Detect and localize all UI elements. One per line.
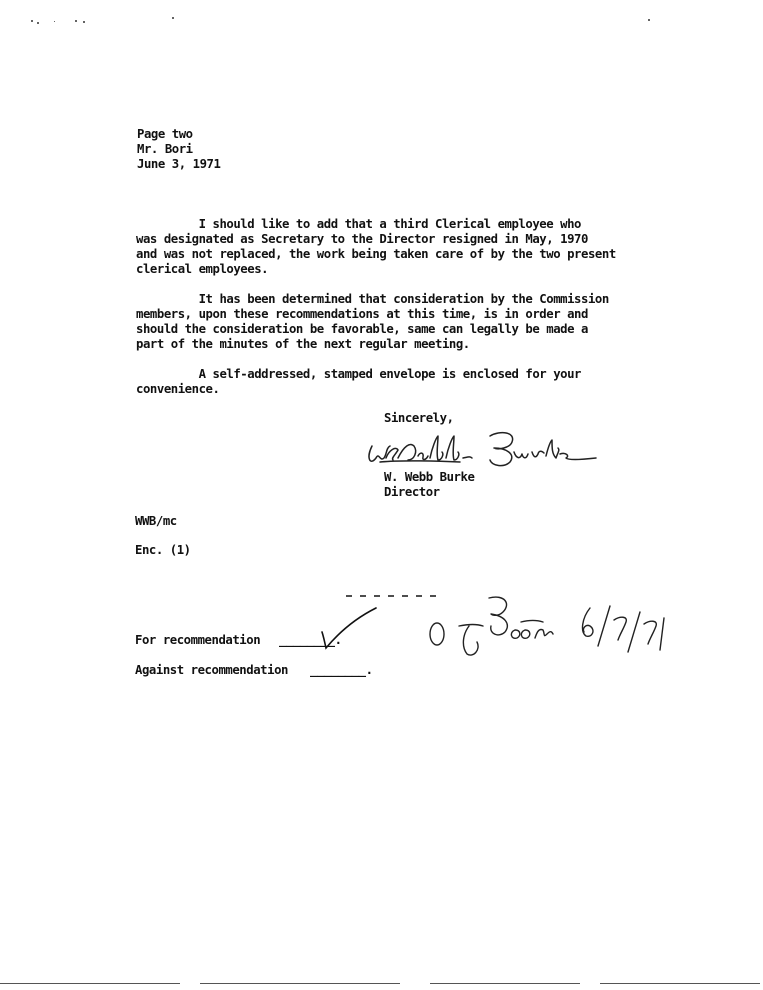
scan-edge-line [430, 983, 580, 984]
letter-date: June 3, 1971 [137, 157, 221, 171]
scan-edge-line [200, 983, 400, 984]
paragraph-line: It has been determined that consideration by the Commission [136, 292, 609, 306]
recipient-name: Mr. Bori [137, 142, 193, 156]
paragraph-1 [136, 217, 661, 277]
reference-initials: WWB/mc [135, 514, 177, 528]
paragraph-3 [136, 367, 661, 397]
scan-speck [54, 21, 55, 22]
scan-speck [83, 21, 85, 23]
paragraph-2 [136, 292, 661, 352]
enclosure-note: Enc. (1) [135, 543, 191, 557]
page-number: Page two [137, 127, 193, 141]
paragraph-line: clerical employees. [136, 262, 269, 276]
for-recommendation-blank: ________. [279, 633, 342, 647]
scan-speck [37, 22, 39, 24]
scan-speck [75, 20, 77, 22]
for-recommendation-label: For recommendation [135, 633, 261, 647]
handwritten-date [572, 604, 672, 664]
handwritten-signature [360, 424, 610, 474]
scan-speck [648, 19, 650, 21]
signatory-name: W. Webb Burke [384, 470, 475, 484]
paragraph-line: and was not replaced, the work being taken care of by the two present [136, 247, 616, 261]
checkmark-icon [312, 604, 382, 654]
paragraph-line: convenience. [136, 382, 220, 396]
against-recommendation-label: Against recommendation [135, 663, 288, 677]
paragraph-line: A self-addressed, stamped envelope is enclosed for your [136, 367, 582, 381]
scan-speck [172, 17, 174, 19]
against-recommendation-blank: ________. [310, 663, 373, 677]
paragraph-line: members, upon these recommendations at this time, is in order and [136, 307, 588, 321]
paragraph-line: part of the minutes of the next regular meeting. [136, 337, 470, 351]
scan-edge-line [600, 983, 760, 984]
paragraph-line: should the consideration be favorable, same can legally be made a [136, 322, 588, 336]
scan-speck [31, 20, 33, 22]
paragraph-line: I should like to add that a third Clerical employee who [136, 217, 582, 231]
paragraph-line: was designated as Secretary to the Director resigned in May, 1970 [136, 232, 588, 246]
handwritten-initials-bori [425, 594, 585, 664]
scan-edge-line [0, 983, 180, 984]
signatory-title: Director [384, 485, 440, 499]
closing-salutation: Sincerely, [384, 411, 454, 425]
